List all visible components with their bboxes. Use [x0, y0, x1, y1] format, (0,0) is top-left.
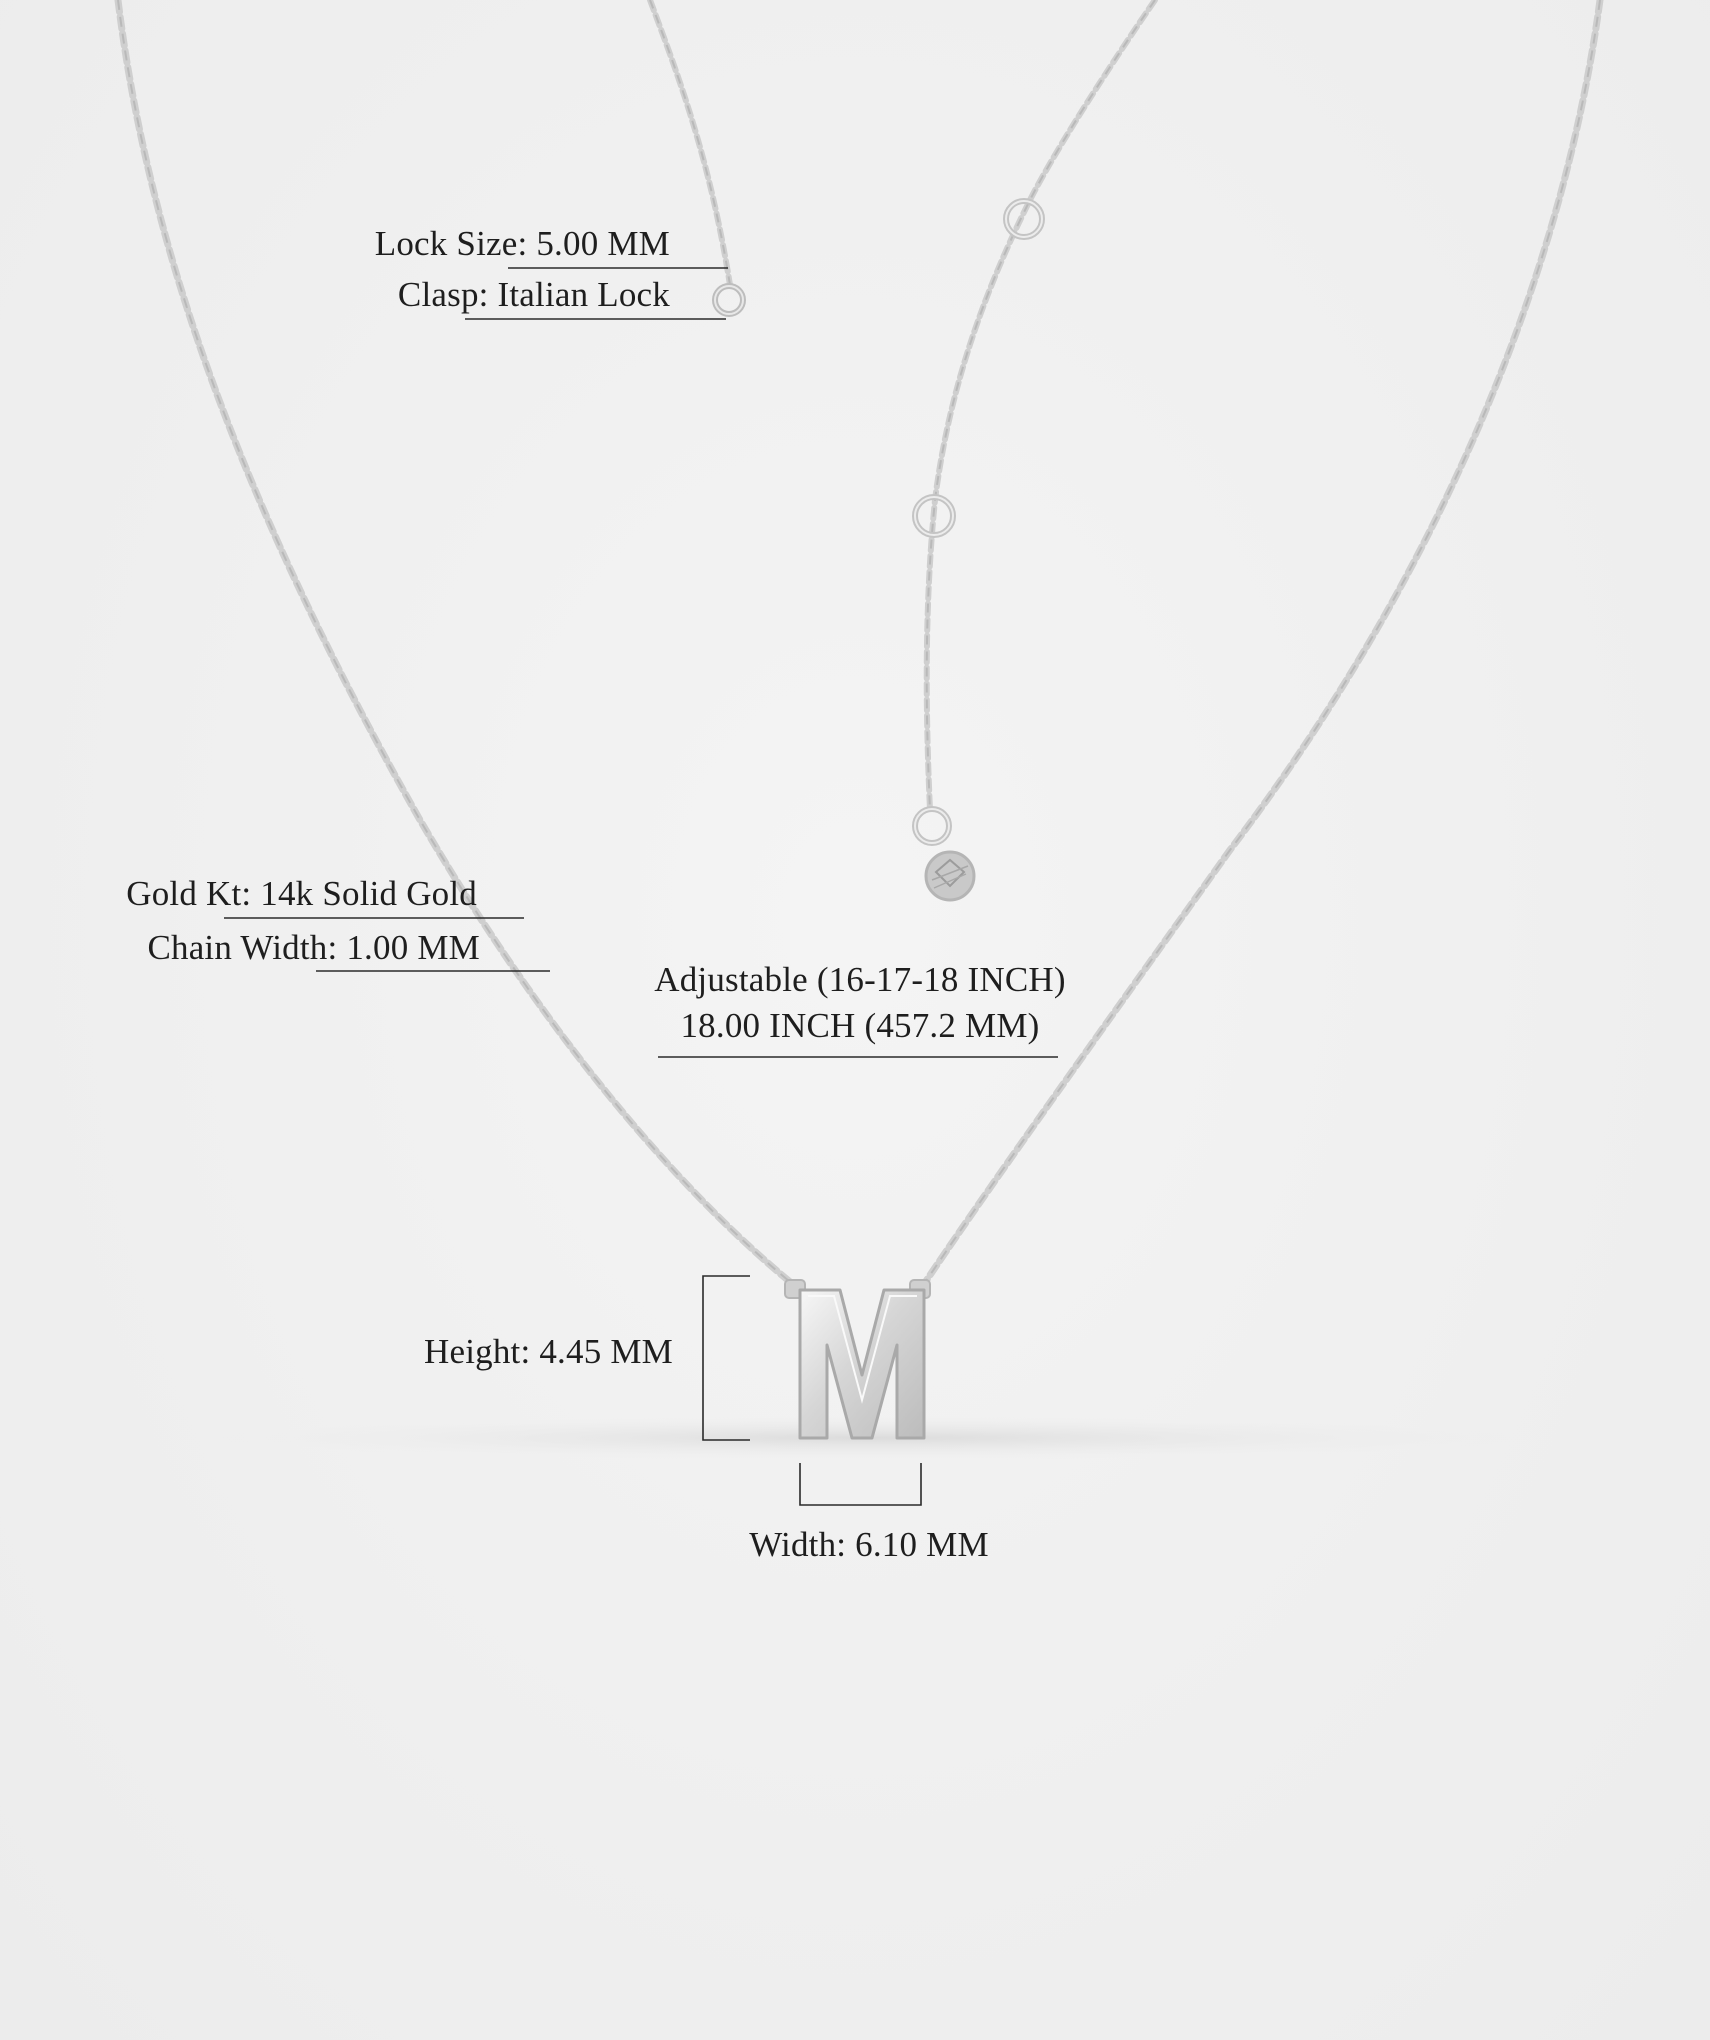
chain-width-label	[40, 928, 480, 968]
width-label: Width: 6.10 MM	[749, 1525, 989, 1564]
lock-size-key: Lock Size:	[374, 224, 528, 263]
chain-left-strand	[118, 0, 800, 1290]
clasp-label	[230, 275, 670, 315]
width-bracket	[800, 1463, 921, 1505]
length-label-line1: Adjustable (16-17-18 INCH)	[654, 960, 1066, 999]
clasp-value: Italian Lock	[497, 275, 670, 314]
extender-ring-3	[915, 809, 949, 843]
gold-kt-value: 14k Solid Gold	[260, 874, 477, 913]
length-label-line2: 18.00 INCH (457.2 MM)	[680, 1006, 1040, 1045]
brand-tag	[926, 852, 974, 900]
letter-m-pendant	[800, 1290, 924, 1438]
gold-kt-label	[40, 874, 477, 914]
height-label	[300, 1332, 673, 1372]
height-key: Height:	[424, 1332, 531, 1371]
extender-chain	[927, 0, 1155, 810]
lock-size-value: 5.00 MM	[536, 224, 670, 263]
chain-width-key: Chain Width:	[147, 928, 338, 967]
gold-kt-key: Gold Kt:	[126, 874, 252, 913]
height-bracket	[703, 1276, 750, 1440]
height-value: 4.45 MM	[539, 1332, 673, 1371]
chain-right-strand	[920, 0, 1600, 1290]
chain-width-value: 1.00 MM	[346, 928, 480, 967]
clasp-ring	[715, 286, 743, 314]
clasp-key: Clasp:	[397, 275, 489, 314]
lock-size-label	[230, 224, 670, 264]
